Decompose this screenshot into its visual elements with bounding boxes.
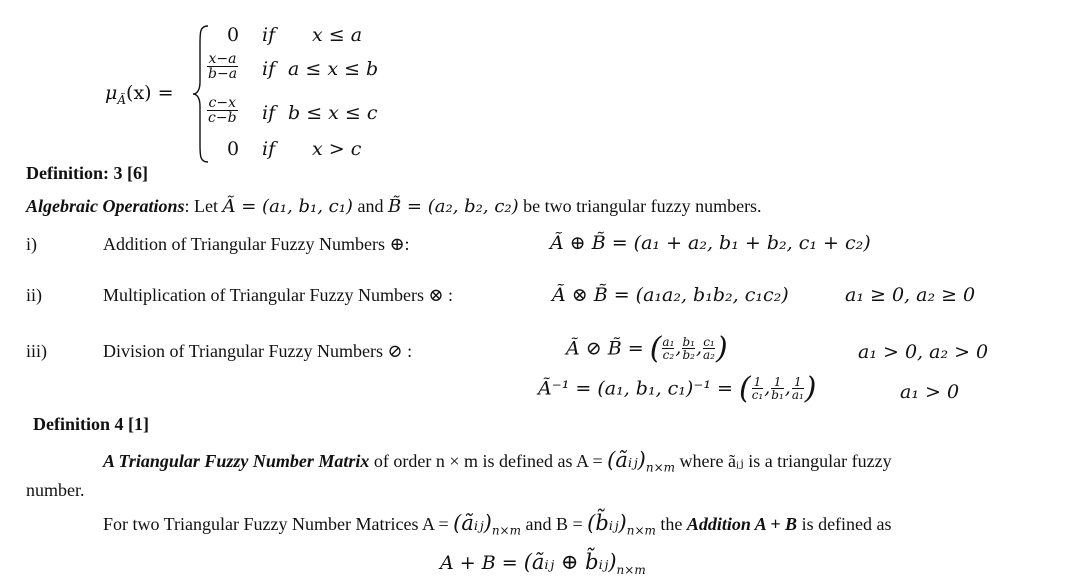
case-cond-2-expr: a ≤ x ≤ b [288,58,379,80]
case-cond-1-expr: x ≤ a [312,24,363,46]
def3-item-3-label: Division of Triangular Fuzzy Numbers ⊘ : [103,341,413,361]
def3-item-2-num: ii) [26,285,42,305]
def3-item-2-formula: Ã ⊗ B̃ = (a₁a₂, b₁b₂, c₁c₂) [552,284,789,306]
case-cond-3: if [262,102,276,124]
def3-item-3-formula: Ã ⊘ B̃ = ( $\frac{\text{a₁}}{\text{c₂}}$ , $\frac{\text{b₁}}{\text{b₂}}$ , $\frac{\text{c₁}}{\text{a₂}}$ ) [566,331,728,366]
def3-item-3-num: iii) [26,341,47,361]
def4-paragraph-1-cont: number. [26,480,85,500]
def3-item-1-label: Addition of Triangular Fuzzy Numbers ⊕: [103,234,410,254]
def3-item-3-condition: a₁ > 0, a₂ > 0 [858,341,989,363]
def3-item-2-label: Multiplication of Triangular Fuzzy Numbers ⊗ : [103,285,454,305]
def3-title: Definition: 3 [6] [26,163,148,183]
def4-paragraph-2: For two Triangular Fuzzy Number Matrices $A = (ãᵢⱼ)_{n\times m}$ and $B = (b̃ᵢⱼ)_{n\times m}$ the Addition A + B is defined as [103,511,892,538]
case-cond-4-expr: x > c [312,138,362,160]
case-row-4: 0 [227,138,240,160]
case-row-1: 0 [227,24,240,46]
membership-lhs: $\mu_Ã(x)$ = [105,82,174,107]
def3-item-1-formula: Ã ⊕ B̃ = (a₁ + a₂, b₁ + b₂, c₁ + c₂) [550,232,871,254]
case-cond-2: if [262,58,276,80]
left-brace-icon [192,24,210,164]
case-row-2-frac: $\frac{x-a}{b-a}$ [208,51,238,82]
def3-item-2-condition: a₁ ≥ 0, a₂ ≥ 0 [845,284,976,306]
def3-intro: Algebraic Operations: Let Ã = (a₁, b₁, c₁) and B̃ = (a₂, b₂, c₂) be two triangular fuzzy numbers. [26,196,762,217]
inverse-formula: Ã⁻¹ = (a₁, b₁, c₁)⁻¹ = ( $\frac{1}{\text{c₁}}$ , $\frac{1}{\text{b₁}}$ , $\frac{1}{\text{a₁}}$ ) [538,371,817,406]
def4-paragraph-1: A Triangular Fuzzy Number Matrix of order n × m is defined as $A = (ãᵢⱼ)_{n\times m}$ where ãᵢⱼ is a triangular fuzzy [103,448,892,475]
inverse-condition: a₁ > 0 [900,381,960,403]
sum-formula: A + B = (ãᵢⱼ ⊕ $b̃ᵢⱼ)_{n\times m}$ [440,550,646,577]
case-row-3-frac: $\frac{c-x}{c-b}$ [208,95,237,126]
case-cond-1: if [262,24,276,46]
def3-item-1-num: i) [26,234,37,254]
def4-title: Definition 4 [1] [33,414,149,434]
case-cond-3-expr: b ≤ x ≤ c [288,102,378,124]
case-cond-4: if [262,138,276,160]
